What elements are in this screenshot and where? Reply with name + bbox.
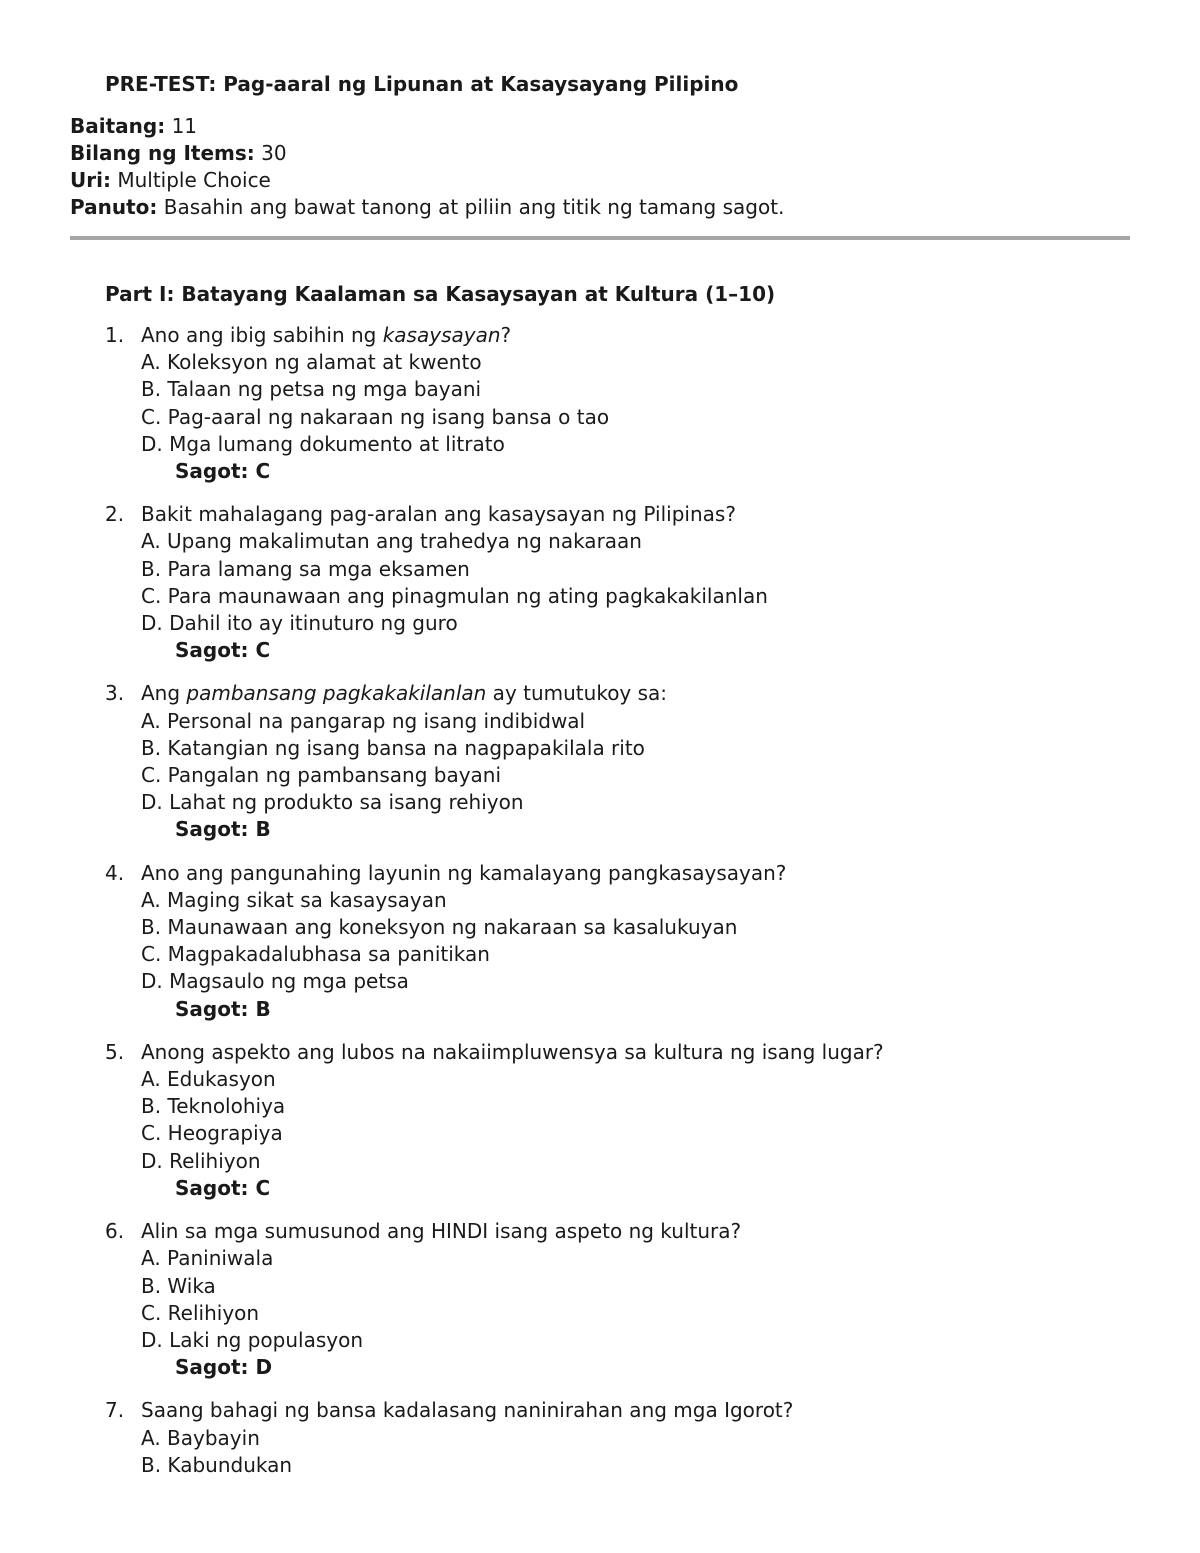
question-item <box>105 1039 1145 1202</box>
question-stem <box>105 680 1145 707</box>
test-info <box>70 113 784 221</box>
answer-choice: D. Magsaulo ng mga petsa <box>141 969 409 994</box>
question-item <box>105 680 1145 843</box>
instructions-line <box>70 194 784 221</box>
question-text: Alin sa mga sumusunod ang HINDI isang aspeto ng kultura? <box>141 1219 742 1244</box>
answer-choice: B. Maunawaan ang koneksyon ng nakaraan sa kasalukuyan <box>141 915 738 940</box>
item-count-value: 30 <box>261 141 287 165</box>
question-number: 5. <box>105 1039 125 1064</box>
question-number: 4. <box>105 860 125 885</box>
answer-key: Sagot: B <box>175 817 271 842</box>
question-list <box>105 322 1145 1495</box>
answer-choice: D. Relihiyon <box>141 1148 261 1173</box>
grade-line <box>70 113 784 140</box>
answer-choice: C. Heograpiya <box>141 1121 283 1146</box>
answer-choice: D. Laki ng populasyon <box>141 1327 364 1352</box>
answer-choice: B. Katangian ng isang bansa na nagpapakilala rito <box>141 735 645 760</box>
question-item <box>105 1397 1145 1479</box>
question-stem <box>105 501 1145 528</box>
answer-key: Sagot: B <box>175 996 271 1021</box>
instructions-value: Basahin ang bawat tanong at piliin ang titik ng tamang sagot. <box>163 195 785 219</box>
question-text: Ano ang ibig sabihin ng <box>141 323 383 347</box>
answer-choice: A. Koleksyon ng alamat at kwento <box>141 350 482 375</box>
answer-choice: C. Para maunawaan ang pinagmulan ng ating pagkakakilanlan <box>141 583 768 608</box>
question-emphasis: kasaysayan <box>382 323 501 347</box>
question-text: Bakit mahalagang pag-aralan ang kasaysayan ng Pilipinas? <box>141 502 736 527</box>
answer-choice: B. Wika <box>141 1273 216 1298</box>
test-type-value: Multiple Choice <box>117 168 271 192</box>
answer-choice: A. Maging sikat sa kasaysayan <box>141 887 447 912</box>
test-type-line <box>70 167 784 194</box>
answer-key: Sagot: C <box>175 459 271 484</box>
question-text: ay tumutukoy sa: <box>486 681 668 706</box>
answer-choice: B. Talaan ng petsa ng mga bayani <box>141 377 482 402</box>
answer-choice: A. Edukasyon <box>141 1067 276 1092</box>
divider <box>70 236 1130 240</box>
question-text: Anong aspekto ang lubos na nakaiimpluwensya sa kultura ng isang lugar? <box>141 1039 884 1064</box>
question-emphasis: pambansang pagkakakilanlan <box>186 681 487 706</box>
grade-value: 11 <box>171 114 198 138</box>
answer-choice: A. Personal na pangarap ng isang indibidwal <box>141 708 586 733</box>
answer-choice: B. Para lamang sa mga eksamen <box>141 556 470 581</box>
question-number: 7. <box>105 1398 125 1423</box>
test-type-label: Uri: <box>70 168 111 192</box>
answer-choice: C. Pag-aaral ng nakaraan ng isang bansa o tao <box>141 404 610 429</box>
answer-choice: D. Lahat ng produkto sa isang rehiyon <box>141 790 524 815</box>
question-stem <box>105 1039 1145 1066</box>
answer-key: Sagot: C <box>175 638 271 663</box>
page-title: PRE-TEST: Pag-aaral ng Lipunan at Kasaysayang Pilipino <box>105 72 739 96</box>
question-text: ? <box>500 323 512 347</box>
answer-choice: C. Relihiyon <box>141 1300 260 1325</box>
question-number: 2. <box>105 502 125 527</box>
question-text: Saang bahagi ng bansa kadalasang naninirahan ang mga Igorot? <box>141 1398 794 1423</box>
answer-choice: B. Teknolohiya <box>141 1094 286 1119</box>
question-stem <box>105 322 1145 349</box>
question-item <box>105 322 1145 485</box>
answer-choice: D. Mga lumang dokumento at litrato <box>141 431 505 456</box>
question-item <box>105 501 1145 664</box>
answer-choice: A. Upang makalimutan ang trahedya ng nakaraan <box>141 529 642 554</box>
item-count-line <box>70 140 784 167</box>
question-item <box>105 860 1145 1023</box>
question-stem <box>105 1218 1145 1245</box>
grade-label: Baitang: <box>70 114 166 138</box>
answer-choice: C. Pangalan ng pambansang bayani <box>141 763 502 788</box>
question-number: 6. <box>105 1219 125 1244</box>
answer-choice: B. Kabundukan <box>141 1452 293 1477</box>
instructions-label: Panuto: <box>70 195 158 219</box>
section-title: Part I: Batayang Kaalaman sa Kasaysayan at Kultura (1–10) <box>105 282 776 306</box>
question-item <box>105 1218 1145 1381</box>
question-text: Ang <box>141 681 187 706</box>
answer-key: Sagot: C <box>175 1175 271 1200</box>
question-stem <box>105 1397 1145 1424</box>
answer-choice: D. Dahil ito ay itinuturo ng guro <box>141 611 458 636</box>
question-stem <box>105 860 1145 887</box>
answer-choice: A. Baybayin <box>141 1425 260 1450</box>
answer-choice: C. Magpakadalubhasa sa panitikan <box>141 942 490 967</box>
answer-choice: A. Paniniwala <box>141 1246 274 1271</box>
question-number: 3. <box>105 681 125 706</box>
item-count-label: Bilang ng Items: <box>70 141 255 165</box>
answer-key: Sagot: D <box>175 1355 273 1380</box>
question-number: 1. <box>105 323 125 347</box>
question-text: Ano ang pangunahing layunin ng kamalayang pangkasaysayan? <box>141 860 787 885</box>
